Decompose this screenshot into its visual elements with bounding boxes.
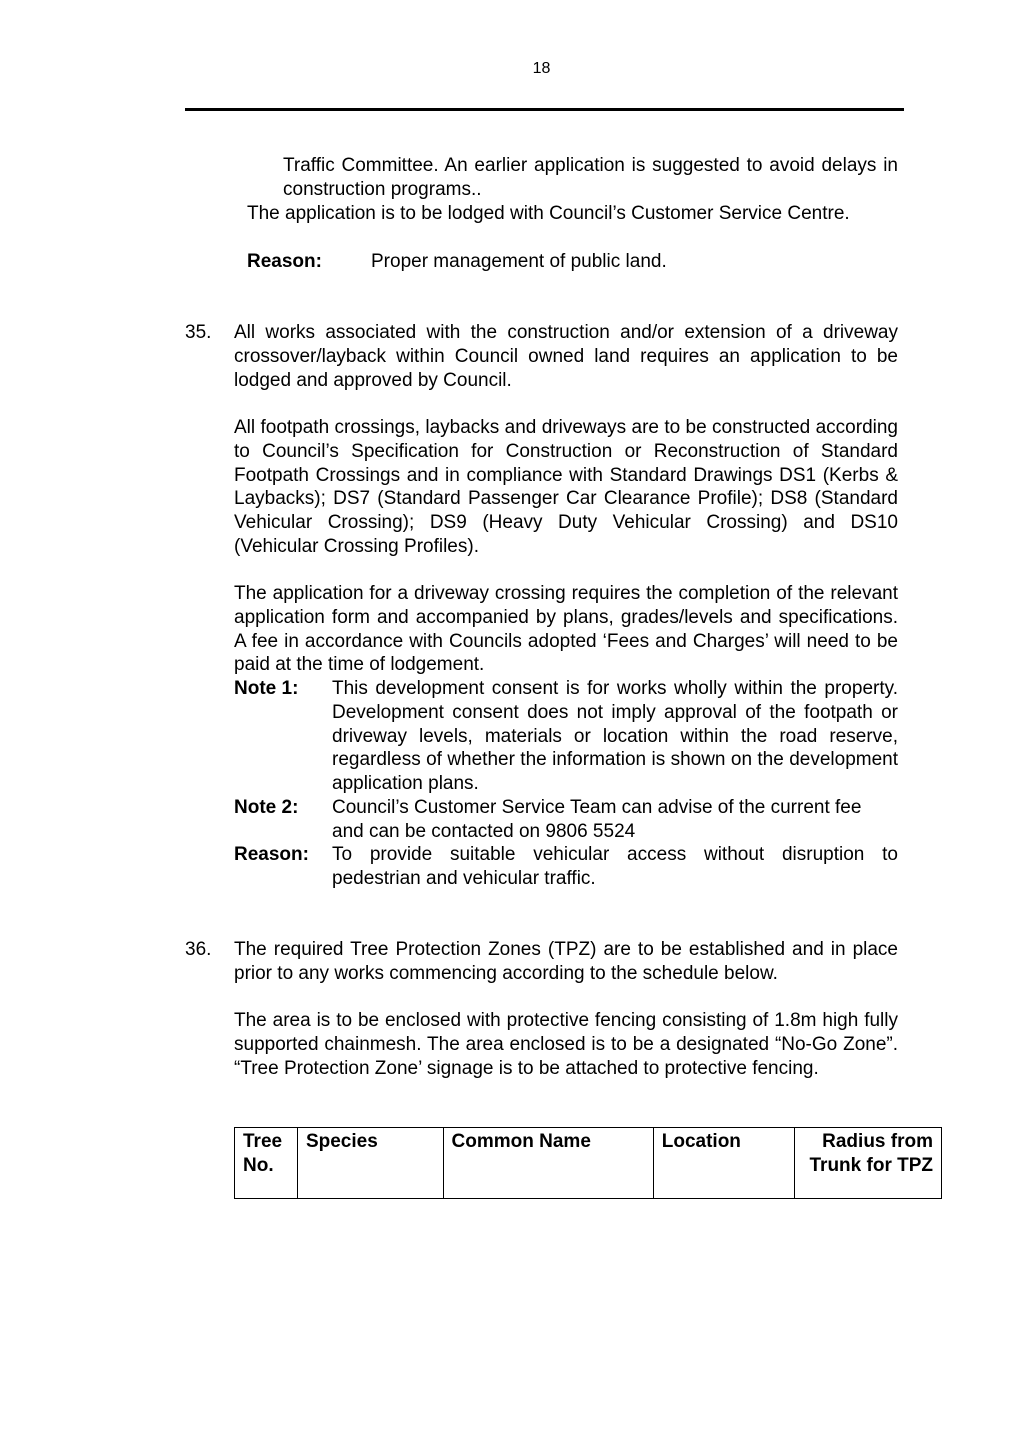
note-2-text: Council’s Customer Service Team can advise of the current fee and can be contacted on 9806 5524	[332, 797, 862, 842]
intro-paragraph-2: The application is to be lodged with Council’s Customer Service Centre.	[247, 203, 850, 224]
column-header-common-name: Common Name	[443, 1128, 653, 1199]
item35-paragraph-2: All footpath crossings, laybacks and driveways are to be constructed according to Council’s Specification for Construction or Reconstruction of Standard Footpath Crossings and in compliance with Standard Drawings DS1 (Kerbs & Laybacks); DS7 (Standard Passenger Car Clearance Profile); DS8 (Standard Vehicular Crossing); DS9 (Heavy Duty Vehicular Crossing) and DS10 (Vehicular Crossing Profiles).	[234, 417, 898, 557]
item36-paragraph-1: The required Tree Protection Zones (TPZ) are to be established and in place prior to any works commencing according to the schedule below.	[234, 939, 898, 984]
page-number: 18	[532, 60, 551, 77]
header-rule	[185, 108, 904, 111]
reason-text: To provide suitable vehicular access without disruption to pedestrian and vehicular traffic.	[332, 844, 898, 889]
column-header-tree-no: Tree No.	[235, 1128, 298, 1199]
item35-note-1	[234, 677, 898, 797]
item35-paragraph-1: All works associated with the construction and/or extension of a driveway crossover/layback within Council owned land requires an application to be lodged and approved by Council.	[234, 322, 898, 391]
item36-paragraph-2: The area is to be enclosed with protective fencing consisting of 1.8m high fully supported chainmesh. The area enclosed is to be a designated “No-Go Zone”. “Tree Protection Zone’ signage is to be attached to protective fencing.	[234, 1010, 898, 1079]
item35-note-2	[234, 796, 898, 844]
reason-label: Reason:	[247, 251, 322, 272]
note-2-label: Note 2:	[234, 797, 299, 818]
item35-paragraph-3: The application for a driveway crossing requires the completion of the relevant application form and accompanied by plans, grades/levels and specifications. A fee in accordance with Councils adopted ‘Fees and Charges’ will need to be paid at the time of lodgement.	[234, 583, 898, 676]
reason-text: Proper management of public land.	[371, 251, 667, 272]
tpz-schedule-table	[234, 1127, 942, 1199]
column-header-location: Location	[653, 1128, 795, 1199]
table-header-row	[235, 1128, 942, 1199]
item-number-35: 35.	[185, 322, 212, 343]
item35-reason	[234, 843, 898, 891]
intro-paragraph-1: Traffic Committee. An earlier application is suggested to avoid delays in construction programs..	[283, 155, 898, 200]
note-1-label: Note 1:	[234, 678, 299, 699]
column-header-species: Species	[297, 1128, 443, 1199]
item-number-36: 36.	[185, 939, 212, 960]
reason-label: Reason:	[234, 844, 309, 865]
intro-reason	[247, 250, 898, 274]
column-header-radius: Radius from Trunk for TPZ	[795, 1128, 942, 1199]
note-1-text: This development consent is for works wholly within the property. Development consent does not imply approval of the footpath or driveway levels, materials or location within the road reserve, regardless of whether the information is shown on the development application plans.	[332, 678, 898, 795]
